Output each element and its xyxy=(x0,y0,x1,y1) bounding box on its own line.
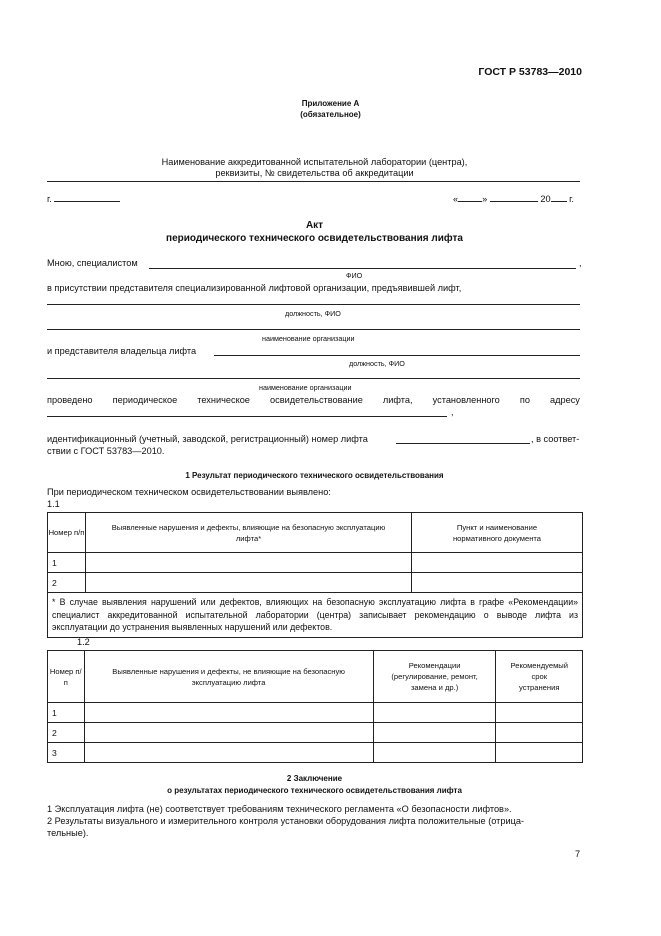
table1-header-number: Номер п/п xyxy=(48,513,86,553)
conclusion-item-2-cont: тельные). xyxy=(47,828,89,838)
table2-row-number: 2 xyxy=(48,723,85,743)
table1-row-number: 2 xyxy=(48,573,86,593)
appendix-type: (обязательное) xyxy=(300,110,361,119)
act-title: Акт xyxy=(305,220,324,231)
table2-cell[interactable] xyxy=(496,723,583,743)
address-line-end: , xyxy=(451,407,454,417)
city-prefix: г. xyxy=(47,194,52,204)
year-prefix: 20 xyxy=(540,194,551,204)
act-subtitle: периодического технического освидетельствования лифта xyxy=(166,233,463,244)
table2-cell[interactable] xyxy=(373,743,496,763)
lift-id-end: , в соответ- xyxy=(531,434,580,444)
standard-number: ГОСТ Р 53783—2010 xyxy=(478,66,582,78)
table1-cell[interactable] xyxy=(86,553,412,573)
table2-cell[interactable] xyxy=(496,743,583,763)
presence-line[interactable] xyxy=(47,304,580,305)
month-blank xyxy=(490,201,538,202)
table2-cell[interactable] xyxy=(84,743,373,763)
lift-id-line2: ствии с ГОСТ 53783—2010. xyxy=(47,446,165,456)
table1-header-normative: Пункт и наименование нормативного документа xyxy=(412,513,583,553)
lab-name-rule xyxy=(47,181,580,182)
table1-footnote: * В случае выявления нарушений или дефектов, влияющих на безопасную эксплуатацию лифта в графе «Рекомендации» специалист аккредитованной испытательной лаборатории (центра) записывает рекомендацию о выводе лифта из эксплуатации до устранения выявленных нарушений или дефектов. xyxy=(48,593,583,638)
table-row xyxy=(48,723,583,743)
table2-cell[interactable] xyxy=(496,703,583,723)
table-row xyxy=(48,703,583,723)
table1-header-defects: Выявленные нарушения и дефекты, влияющие на безопасную эксплуатацию лифта* xyxy=(86,513,412,553)
table2-header-defects: Выявленные нарушения и дефекты, не влияющие на безопасную эксплуатацию лифта xyxy=(84,651,373,703)
fio-caption: ФИО xyxy=(346,271,363,280)
position-fio-caption: должность, ФИО xyxy=(285,309,341,318)
date-close-quote: » xyxy=(482,194,488,204)
conducted-word: установленного xyxy=(432,395,500,405)
conducted-word: периодическое xyxy=(112,395,178,405)
date-field[interactable] xyxy=(453,194,574,204)
table2-cell[interactable] xyxy=(84,723,373,743)
lab-name-line2: реквизиты, № свидетельства об аккредитации xyxy=(215,168,414,178)
section1-title: 1 Результат периодического технического освидетельствования xyxy=(185,471,444,480)
page-number: 7 xyxy=(575,849,581,859)
owner-organization-caption: наименование организации xyxy=(259,383,352,392)
table2-header-number: Номер п/п xyxy=(48,651,85,703)
conducted-line xyxy=(47,395,580,405)
city-field[interactable] xyxy=(47,194,120,204)
specialist-label: Мною, специалистом xyxy=(47,258,138,268)
owner-line[interactable] xyxy=(214,355,580,356)
day-blank xyxy=(458,201,482,202)
table2-cell[interactable] xyxy=(84,703,373,723)
presence-text: в присутствии представителя специализированной лифтовой организации, предъявившей лифт, xyxy=(47,283,462,293)
table2-row-number: 3 xyxy=(48,743,85,763)
table1-row-number: 1 xyxy=(48,553,86,573)
conducted-word: по xyxy=(519,395,530,405)
section1-intro: При периодическом техническом освидетельствовании выявлено: xyxy=(47,487,331,497)
table-row xyxy=(48,743,583,763)
city-blank xyxy=(54,201,120,202)
lab-name-line1: Наименование аккредитованной испытательной лаборатории (центра), xyxy=(161,157,468,167)
address-line[interactable] xyxy=(47,416,447,417)
table2-header-deadline: Рекомендуемый срок устранения xyxy=(496,651,583,703)
table2-cell[interactable] xyxy=(373,723,496,743)
owner-position-caption: должность, ФИО xyxy=(349,359,405,368)
defects-critical-table xyxy=(47,512,583,638)
conducted-word: лифта, xyxy=(382,395,413,405)
table1-cell[interactable] xyxy=(86,573,412,593)
owner-organization-line[interactable] xyxy=(47,378,580,379)
defects-noncritical-table xyxy=(47,650,583,763)
conclusion-item-2: 2 Результаты визуального и измерительного контроля установки оборудования лифта положительные (отрица- xyxy=(47,816,525,826)
lift-id-line[interactable] xyxy=(396,443,530,444)
subsection-1-2: 1.2 xyxy=(77,637,90,647)
conducted-word: адресу xyxy=(550,395,580,405)
table-row xyxy=(48,573,583,593)
table1-cell[interactable] xyxy=(412,573,583,593)
table2-cell[interactable] xyxy=(373,703,496,723)
table-row xyxy=(48,553,583,573)
lift-id-label: идентификационный (учетный, заводской, регистрационный) номер лифта xyxy=(47,434,368,444)
conducted-word: освидетельствование xyxy=(270,395,363,405)
conducted-word: проведено xyxy=(47,395,93,405)
year-blank xyxy=(551,201,567,202)
conclusion-item-1: 1 Эксплуатация лифта (не) соответствует требованиям технического регламента «О безопасности лифтов». xyxy=(47,804,512,814)
specialist-line[interactable] xyxy=(149,268,576,269)
table2-header-recommendations: Рекомендации (регулирование, ремонт, замена и др.) xyxy=(373,651,496,703)
section2-title: 2 Заключение xyxy=(286,774,343,783)
appendix-title: Приложение А xyxy=(301,99,360,108)
subsection-1-1: 1.1 xyxy=(47,499,60,509)
section2-subtitle: о результатах периодического технического освидетельствования лифта xyxy=(167,786,462,795)
conducted-word: техническое xyxy=(197,395,250,405)
specialist-line-end: , xyxy=(579,258,582,268)
table1-cell[interactable] xyxy=(412,553,583,573)
owner-label: и представителя владельца лифта xyxy=(47,346,197,356)
organization-caption: наименование организации xyxy=(262,334,355,343)
year-suffix: г. xyxy=(569,194,574,204)
date-open-quote: « xyxy=(453,194,459,204)
organization-line[interactable] xyxy=(47,329,580,330)
table2-row-number: 1 xyxy=(48,703,85,723)
